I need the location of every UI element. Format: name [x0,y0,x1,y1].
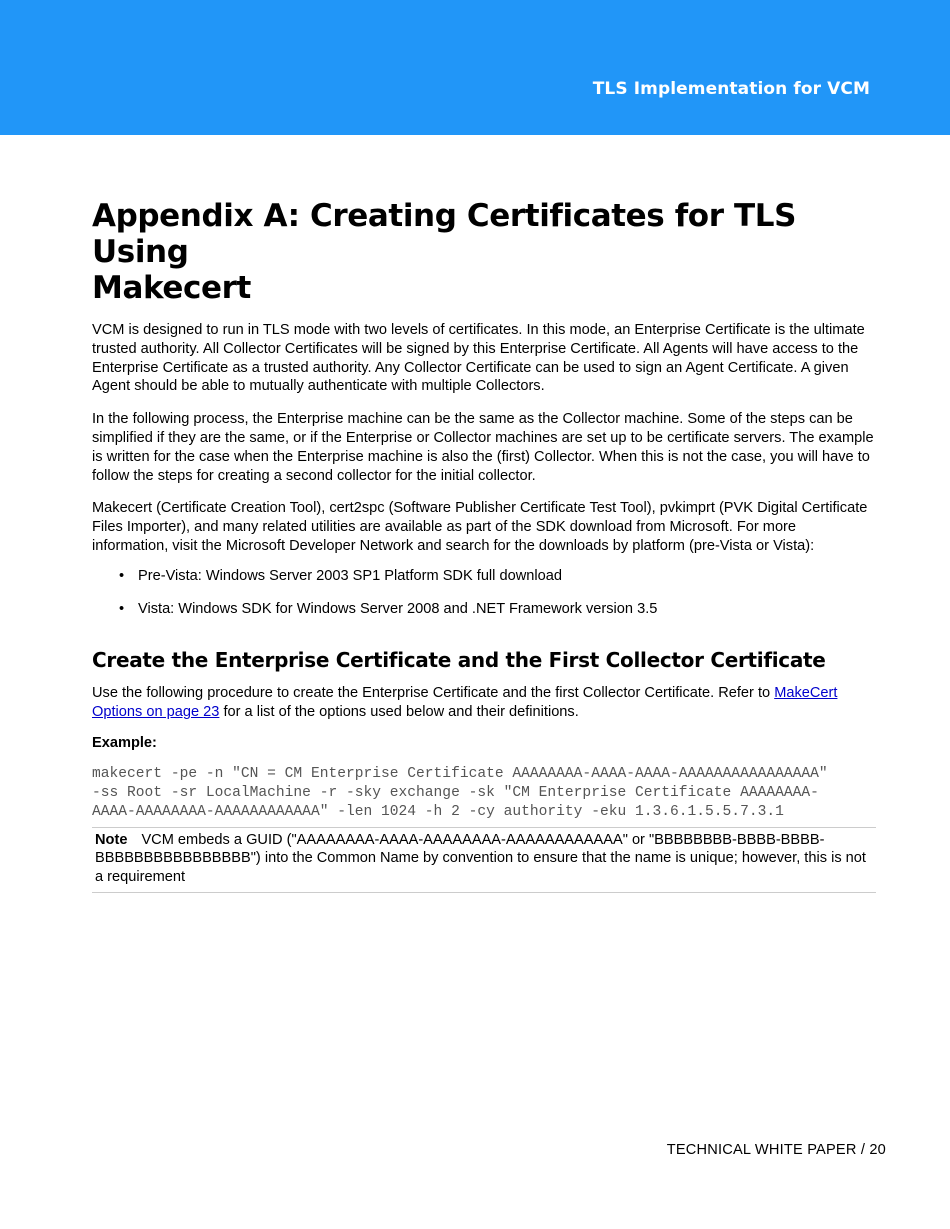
bullet-icon: • [119,567,125,584]
procedure-paragraph [92,684,876,722]
page-title-line1: Appendix A: Creating Certificates for TLS Using [92,198,797,270]
procedure-text-end: for a list of the options used below and their definitions. [219,704,579,721]
footer-page-label: TECHNICAL WHITE PAPER / 20 [666,1142,886,1158]
bullet-icon: • [119,600,125,617]
note-box [92,827,876,893]
header-banner [0,0,950,135]
makecert-options-link[interactable]: MakeCert Options on page 23 [92,685,838,721]
code-line: AAAA-AAAAAAAA-AAAAAAAAAAAA" -len 1024 -h 2 -cy authority -eku 1.3.6.1.5.5.7.3.1 [92,803,784,820]
sdk-paragraph: Makecert (Certificate Creation Tool), cert2spc (Software Publisher Certificate Test Tool), pvkimprt (PVK Digital Certificate Files Importer), and many related utilities are available as part of the SDK download from Microsoft. For more information, visit the Microsoft Developer Network and search for the downloads by platform (pre-Vista or Vista): [92,500,868,554]
list-item-text: Vista: Windows SDK for Windows Server 2008 and .NET Framework version 3.5 [138,600,658,617]
page-title [92,198,876,306]
list-item [92,600,876,619]
code-line: -ss Root -sr LocalMachine -r -sky exchange -sk "CM Enterprise Certificate AAAAAAAA- [92,784,819,801]
code-line: makecert -pe -n "CN = CM Enterprise Certificate AAAAAAAA-AAAA-AAAA-AAAAAAAAAAAAAAAA" [92,765,828,782]
page-title-line2: Makecert [92,270,251,306]
page-content [92,198,876,893]
sdk-download-list [92,567,876,619]
list-item [92,567,876,586]
example-label: Example: [92,734,157,751]
list-item-text: Pre-Vista: Windows Server 2003 SP1 Platform SDK full download [138,567,562,584]
header-title: TLS Implementation for VCM [592,79,870,99]
procedure-text-start: Use the following procedure to create the Enterprise Certificate and the first Collector Certificate. Refer to [92,685,775,702]
section-title: Create the Enterprise Certificate and the First Collector Certificate [92,648,826,673]
intro-paragraph: VCM is designed to run in TLS mode with two levels of certificates. In this mode, an Enterprise Certificate is the ultimate trusted authority. All Collector Certificates will be signed by this Enterprise Certificate. All Agents will have access to the Enterprise Certificate as a trusted authority. Any Collector Certificate can be used to sign an Agent Certificate. A given Agent should be able to mutually authenticate with multiple Collectors. [92,322,865,395]
note-label: Note [95,831,128,848]
process-paragraph: In the following process, the Enterprise machine can be the same as the Collector machine. Some of the steps can be simplified if they are the same, or if the Enterprise or Collector machines are set up to be certificate servers. The example is written for the case when the Enterprise machine is also the (first) Collector. When this is not the case, you will have to follow the steps for creating a second collector for the initial collector. [92,411,874,484]
note-text: VCM embeds a GUID ("AAAAAAAA-AAAA-AAAAAAAA-AAAAAAAAAAAA" or "BBBBBBBB-BBBB-BBBB-BBBBBBBBBBBBBBBB") into the Common Name by convention to ensure that the name is unique; however, this is not a requirement [95,831,866,886]
code-block [92,765,876,822]
